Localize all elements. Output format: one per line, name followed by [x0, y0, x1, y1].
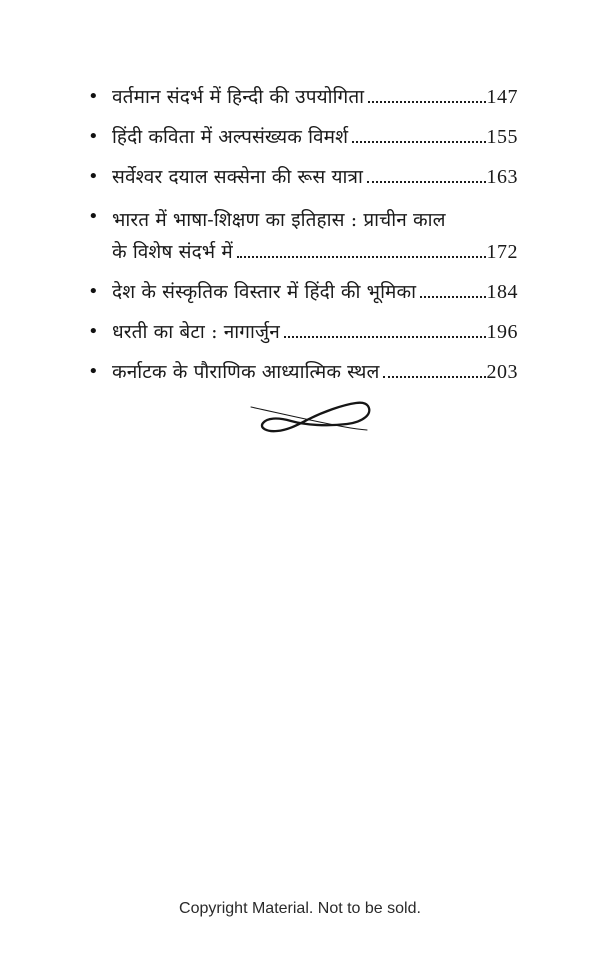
toc-entry-page-number: 147: [486, 86, 518, 108]
copyright-footer: Copyright Material. Not to be sold.: [179, 900, 421, 917]
toc-entry-page-number: 203: [486, 361, 518, 383]
bullet-icon: •: [88, 126, 99, 147]
bullet-icon: •: [88, 166, 99, 187]
dot-leader: [383, 376, 485, 378]
dot-leader: [368, 101, 485, 103]
toc-entry: [88, 321, 518, 343]
bullet-icon: •: [88, 86, 99, 107]
toc-entry-page-number: 163: [486, 166, 518, 188]
table-of-contents: [88, 86, 518, 401]
toc-entry: [88, 86, 518, 108]
toc-entry: [88, 281, 518, 303]
dot-leader: [420, 296, 485, 298]
toc-entry-title: धरती का बेटा : नागार्जुन: [112, 321, 280, 343]
toc-entry-two-line: [88, 206, 518, 263]
bullet-icon: •: [88, 206, 99, 227]
decorative-flourish-icon: [247, 397, 373, 435]
dot-leader: [237, 256, 486, 258]
toc-entry: [88, 126, 518, 148]
toc-entry: [88, 361, 518, 383]
toc-entry-title: वर्तमान संदर्भ में हिन्दी की उपयोगिता: [112, 86, 365, 108]
dot-leader: [352, 141, 485, 143]
toc-entry-page-number: 155: [486, 126, 518, 148]
bullet-icon: •: [88, 361, 99, 382]
toc-entry-title: सर्वेश्वर दयाल सक्सेना की रूस यात्रा: [112, 166, 363, 188]
toc-entry-page-number: 172: [486, 241, 518, 263]
toc-entry-title-line1: भारत में भाषा-शिक्षण का इतिहास : प्राचीन काल: [112, 209, 446, 231]
dot-leader: [284, 336, 486, 338]
toc-entry-title: कर्नाटक के पौराणिक आध्यात्मिक स्थल: [112, 361, 380, 383]
bullet-icon: •: [88, 281, 99, 302]
dot-leader: [367, 181, 486, 183]
toc-entry-title: हिंदी कविता में अल्पसंख्यक विमर्श: [112, 126, 349, 148]
bullet-icon: •: [88, 321, 99, 342]
toc-entry-title: देश के संस्कृतिक विस्तार में हिंदी की भूमिका: [112, 281, 417, 303]
toc-entry-page-number: 196: [486, 321, 518, 343]
toc-entry-page-number: 184: [486, 281, 518, 303]
toc-entry: [88, 166, 518, 188]
toc-entry-title-line2: के विशेष संदर्भ में: [112, 241, 233, 263]
